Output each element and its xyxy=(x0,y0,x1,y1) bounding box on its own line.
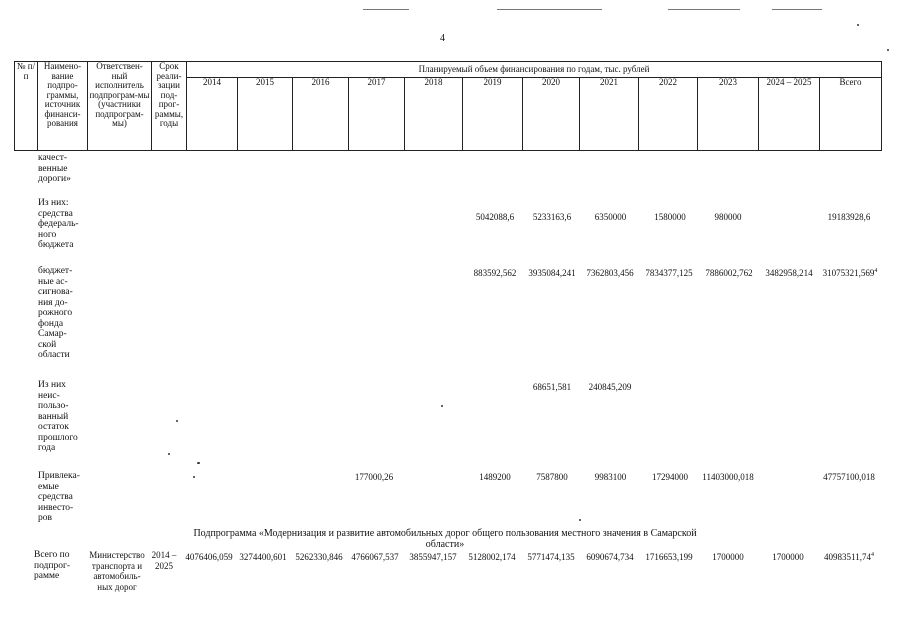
scan-speck xyxy=(197,462,200,464)
value-cell: 19183928,6 xyxy=(827,212,871,222)
year-2014: 2014 xyxy=(187,78,238,151)
value-cell: 1700000 xyxy=(772,552,804,562)
value-cell: 17294000 xyxy=(652,472,688,482)
row-label-road-fund: бюджет-ные ас-сигнова-ния до-рожного фонда Самар-ской области xyxy=(38,266,73,360)
row-label-federal: Из них: средства федераль-ного бюджета xyxy=(38,198,79,250)
value-cell: 7886002,762 xyxy=(705,268,753,278)
year-2017: 2017 xyxy=(349,78,405,151)
scan-speck xyxy=(168,453,170,455)
year-total: Всего xyxy=(820,78,882,151)
value-cell: 883592,562 xyxy=(473,268,517,278)
header-executor: Ответствен-ный исполнитель подпрограм-мы (участники подпрограм-мы) xyxy=(88,62,152,151)
value-cell-total xyxy=(819,268,881,278)
footnote-mark: 4 xyxy=(874,268,878,274)
subprogram-title: Подпрограмма «Модернизация и развитие автомобильных дорог общего пользования местного значения в Самарской области» xyxy=(193,528,697,550)
header-name: Наимено-вание подпро-граммы, источник финанси-рования xyxy=(38,62,88,151)
header-no: № п/п xyxy=(15,62,38,151)
footnote-mark: 4 xyxy=(870,552,874,558)
value-cell: 5128002,174 xyxy=(468,552,516,562)
value-cell: 3274400,601 xyxy=(239,552,287,562)
value-cell: 3935084,241 xyxy=(528,268,576,278)
value-cell: 1700000 xyxy=(712,552,744,562)
value-cell: 5042088,6 xyxy=(475,212,515,222)
top-rule xyxy=(772,9,822,10)
value-cell: 7587800 xyxy=(536,472,568,482)
value-cell: 11403000,018 xyxy=(702,472,754,482)
row-label-subprogram-total: Всего по подпрог-рамме xyxy=(34,550,71,581)
value-cell: 5262330,846 xyxy=(295,552,343,562)
year-2019: 2019 xyxy=(463,78,523,151)
header-table xyxy=(14,61,882,151)
top-rule xyxy=(497,9,602,10)
value-cell: 7362803,456 xyxy=(586,268,634,278)
value-cell: 3855947,157 xyxy=(409,552,457,562)
year-2021: 2021 xyxy=(580,78,639,151)
term-cell: 2014 – 2025 xyxy=(151,550,177,571)
scan-speck xyxy=(176,420,178,422)
value-cell: 9983100 xyxy=(594,472,627,482)
value-cell: 68651,581 xyxy=(532,382,572,392)
value-cell: 980000 xyxy=(714,212,742,222)
value-text: 31075321,569 xyxy=(822,268,875,278)
scan-speck xyxy=(193,476,195,478)
year-2018: 2018 xyxy=(405,78,463,151)
value-cell: 5233163,6 xyxy=(532,212,572,222)
scan-speck xyxy=(441,405,443,407)
value-text: 40983511,74 xyxy=(824,552,871,562)
value-cell: 6350000 xyxy=(594,212,627,222)
row-label-unused-remainder: Из них неис-пользо-ванный остаток прошлого года xyxy=(38,380,78,453)
year-2020: 2020 xyxy=(523,78,580,151)
value-cell: 1716653,199 xyxy=(645,552,693,562)
year-2024-2025: 2024 – 2025 xyxy=(759,78,820,151)
page-number: 4 xyxy=(440,33,445,44)
year-2016: 2016 xyxy=(293,78,349,151)
value-cell: 1489200 xyxy=(479,472,511,482)
value-cell: 6090674,734 xyxy=(586,552,634,562)
value-cell: 240845,209 xyxy=(588,382,632,392)
value-cell-total xyxy=(817,552,881,562)
header-term: Срок реали-зации под-прог-раммы, годы xyxy=(152,62,187,151)
scan-speck xyxy=(887,49,889,51)
value-cell: 4076406,059 xyxy=(185,552,233,562)
value-cell: 3482958,214 xyxy=(765,268,813,278)
year-2023: 2023 xyxy=(698,78,759,151)
executor-cell: Министерство транспорта и автомобиль-ных дорог xyxy=(89,550,145,592)
year-2022: 2022 xyxy=(639,78,698,151)
year-2015: 2015 xyxy=(238,78,293,151)
top-rule xyxy=(668,9,740,10)
scan-speck xyxy=(857,24,859,26)
value-cell: 47757100,018 xyxy=(823,472,875,482)
row-label-investors: Привлека-емые средства инвесто-ров xyxy=(38,471,80,523)
value-cell: 177000,26 xyxy=(354,472,394,482)
scan-speck xyxy=(579,519,581,521)
row-label-quality-roads: качест-венные дороги» xyxy=(38,153,71,184)
value-cell: 1580000 xyxy=(654,212,686,222)
top-rule xyxy=(363,9,409,10)
value-cell: 4766067,537 xyxy=(351,552,399,562)
header-plan: Планируемый объем финансирования по годам, тыс. рублей xyxy=(187,62,882,78)
value-cell: 7834377,125 xyxy=(645,268,693,278)
value-cell: 5771474,135 xyxy=(527,552,575,562)
